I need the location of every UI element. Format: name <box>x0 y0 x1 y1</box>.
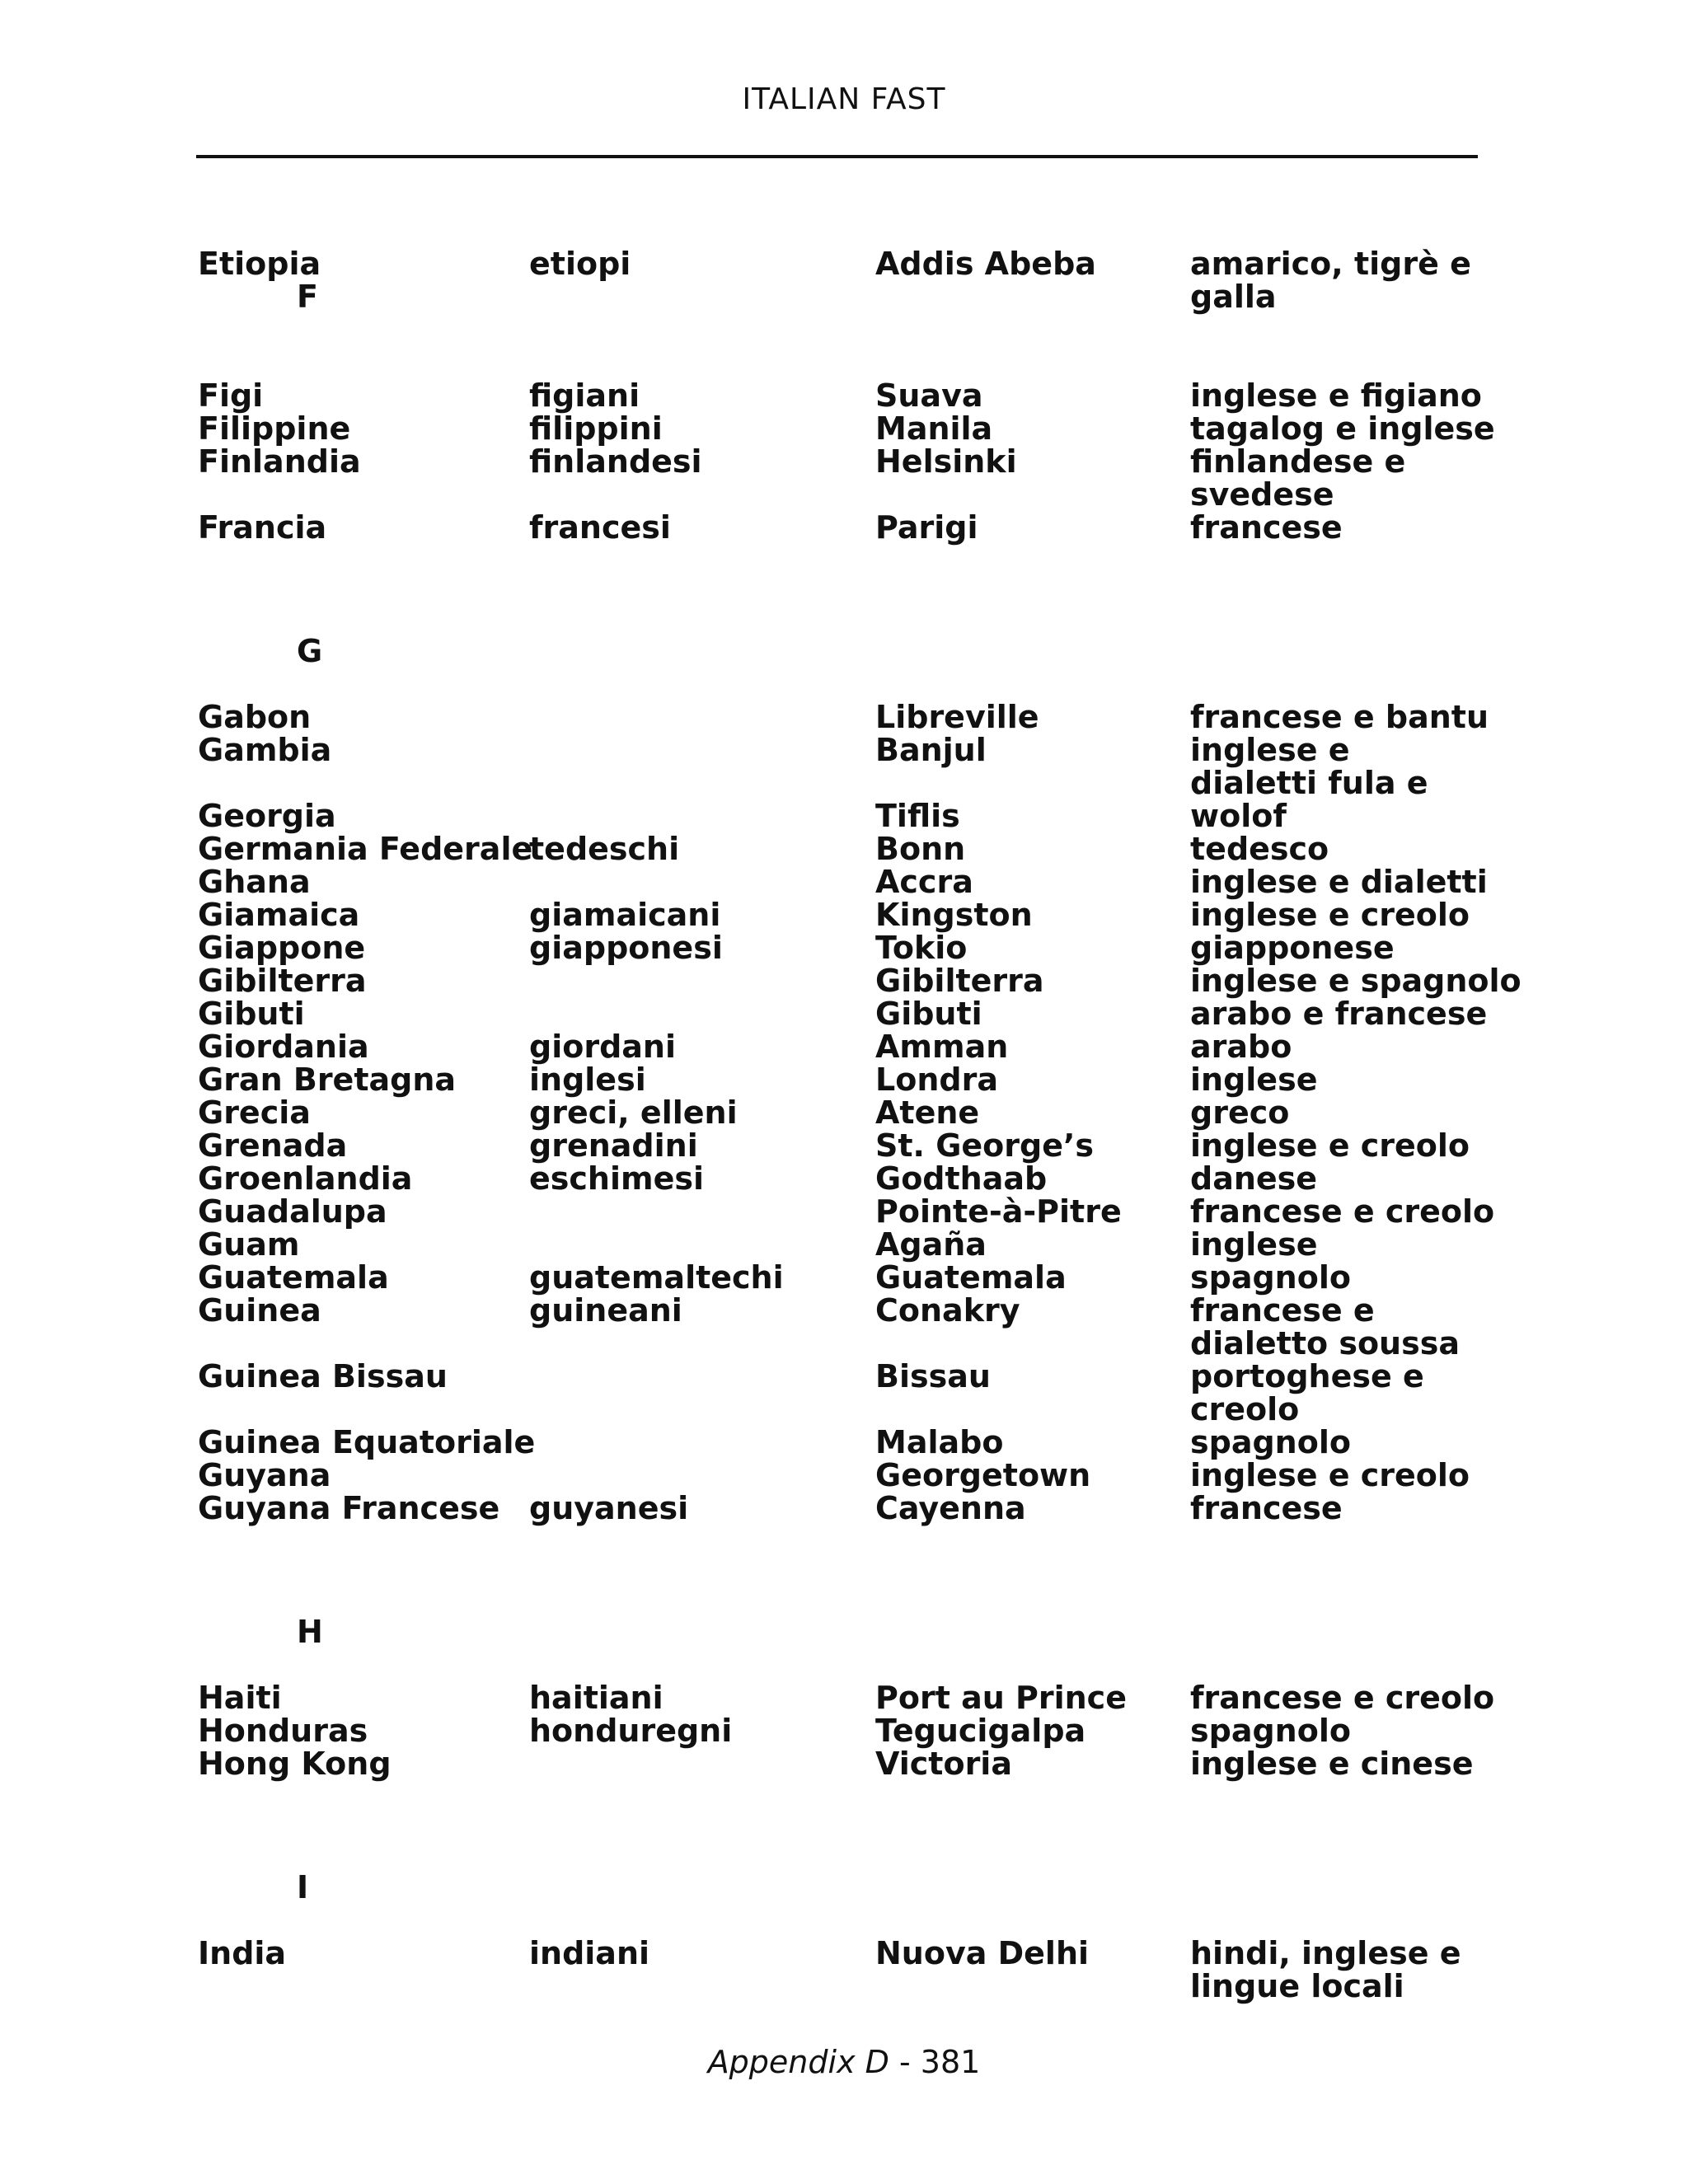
capital-name: Guatemala <box>875 1259 1067 1296</box>
country-name: Guinea Bissau <box>198 1358 448 1394</box>
capital-name: Godthaab <box>875 1160 1048 1197</box>
people-name: eschimesi <box>529 1160 705 1197</box>
people-name: guyanesi <box>529 1490 689 1526</box>
language-name: tedesco <box>1190 831 1329 867</box>
capital-name: Accra <box>875 864 973 900</box>
language-name: spagnolo <box>1190 1713 1351 1749</box>
capital-name: Tokio <box>875 930 968 966</box>
language-name: francese e creolo <box>1190 1193 1495 1230</box>
table-row <box>198 1294 1517 1360</box>
page-number: 381 <box>920 2044 981 2080</box>
country-name: Gambia <box>198 732 332 768</box>
language-name: inglese e spagnolo <box>1190 963 1522 999</box>
capital-name: Banjul <box>875 732 987 768</box>
country-name: Georgia <box>198 798 336 834</box>
capital-name: Tiflis <box>875 798 960 834</box>
country-name: Guyana Francese <box>198 1490 500 1526</box>
country-name: Honduras <box>198 1713 368 1749</box>
country-name: Ghana <box>198 864 311 900</box>
country-name: Guinea Equatoriale <box>198 1424 536 1460</box>
table-row <box>198 832 1517 865</box>
people-name: giordani <box>529 1029 676 1065</box>
language-name: spagnolo <box>1190 1259 1351 1296</box>
country-name: Guadalupa <box>198 1193 387 1230</box>
capital-name: Libreville <box>875 699 1039 735</box>
country-name: Gran Bretagna <box>198 1062 457 1098</box>
table-row <box>198 1714 1517 1747</box>
table-row <box>198 1681 1517 1714</box>
capital-name: Helsinki <box>875 443 1017 480</box>
people-name: greci, elleni <box>529 1094 738 1131</box>
language-name: arabo <box>1190 1029 1292 1065</box>
language-name: inglese e cinese <box>1190 1746 1474 1782</box>
language-name: portoghese e creolo <box>1190 1358 1424 1427</box>
table-row <box>198 1360 1517 1426</box>
section-letter: F <box>297 279 318 315</box>
country-name: Guam <box>198 1226 300 1263</box>
language-name: francese e creolo <box>1190 1680 1495 1716</box>
capital-name: Pointe-à-Pitre <box>875 1193 1122 1230</box>
language-name: francese e bantu <box>1190 699 1489 735</box>
table-row <box>198 799 1517 832</box>
table-row <box>198 865 1517 898</box>
people-name: tedeschi <box>529 831 680 867</box>
people-name: guatemaltechi <box>529 1259 784 1296</box>
table-row <box>198 379 1517 412</box>
people-name: finlandesi <box>529 443 702 480</box>
appendix-label: Appendix D <box>707 2044 889 2080</box>
footer-separator: - <box>889 2044 921 2080</box>
language-name: inglese e creolo <box>1190 1127 1470 1164</box>
capital-name: St. George’s <box>875 1127 1095 1164</box>
country-table <box>198 246 1522 2004</box>
capital-name: Gibilterra <box>875 963 1044 999</box>
table-row <box>198 701 1517 733</box>
people-name: inglesi <box>529 1062 646 1098</box>
language-name: inglese e dialetti <box>1190 864 1488 900</box>
people-name: giapponesi <box>529 930 723 966</box>
country-name: Gabon <box>198 699 312 735</box>
table-row <box>198 1459 1517 1492</box>
people-name: indiani <box>529 1935 650 1971</box>
people-name: francesi <box>529 509 671 546</box>
table-row <box>198 898 1517 931</box>
people-name: giamaicani <box>529 897 721 933</box>
capital-name: Agaña <box>875 1226 987 1263</box>
capital-name: Suava <box>875 377 983 414</box>
language-name: spagnolo <box>1190 1424 1351 1460</box>
table-row <box>198 1195 1517 1228</box>
language-name: danese <box>1190 1160 1318 1197</box>
capital-name: Tegucigalpa <box>875 1713 1086 1749</box>
country-name: Figi <box>198 377 264 414</box>
country-name: Giappone <box>198 930 366 966</box>
country-name: Etiopia <box>198 246 321 282</box>
country-name: Hong Kong <box>198 1746 392 1782</box>
language-name: greco <box>1190 1094 1290 1131</box>
table-row <box>198 1937 1517 2003</box>
country-name: Filippine <box>198 410 351 447</box>
table-row <box>198 997 1517 1030</box>
capital-name: Londra <box>875 1062 998 1098</box>
table-row <box>198 445 1517 511</box>
language-name: amarico, tigrè e galla <box>1190 246 1471 315</box>
capital-name: Victoria <box>875 1746 1012 1782</box>
language-name: inglese <box>1190 1062 1318 1098</box>
country-name: Guyana <box>198 1457 331 1493</box>
language-name: inglese <box>1190 1226 1318 1263</box>
language-name: arabo e francese <box>1190 996 1488 1032</box>
section-letter: I <box>297 1869 309 1905</box>
language-name: finlandese e svedese <box>1190 443 1406 513</box>
language-name: giapponese <box>1190 930 1395 966</box>
table-row <box>198 1747 1517 1780</box>
section-letter: H <box>297 1614 323 1650</box>
country-name: Guinea <box>198 1292 321 1329</box>
capital-name: Malabo <box>875 1424 1004 1460</box>
capital-name: Cayenna <box>875 1490 1026 1526</box>
capital-name: Parigi <box>875 509 978 546</box>
language-name: inglese e figiano <box>1190 377 1482 414</box>
language-name: francese e dialetto soussa <box>1190 1292 1460 1361</box>
page-footer <box>0 2044 1688 2080</box>
language-name: inglese e creolo <box>1190 897 1470 933</box>
country-name: Francia <box>198 509 327 546</box>
header-rule <box>196 155 1478 158</box>
table-row <box>198 1096 1517 1129</box>
table-row <box>198 511 1517 544</box>
capital-name: Gibuti <box>875 996 982 1032</box>
country-name: Groenlandia <box>198 1160 413 1197</box>
capital-name: Georgetown <box>875 1457 1091 1493</box>
table-row <box>198 963 1522 999</box>
capital-name: Nuova Delhi <box>875 1935 1090 1971</box>
language-name: francese <box>1190 1490 1343 1526</box>
country-name: Grecia <box>198 1094 311 1131</box>
language-name: francese <box>1190 509 1343 546</box>
people-name: haitiani <box>529 1680 663 1716</box>
table-row <box>198 1228 1517 1261</box>
table-row <box>198 1426 1517 1459</box>
country-name: Giordania <box>198 1029 369 1065</box>
capital-name: Bissau <box>875 1358 991 1394</box>
capital-name: Port au Prince <box>875 1680 1127 1716</box>
country-name: Germania Federale <box>198 831 533 867</box>
people-name: honduregni <box>529 1713 733 1749</box>
table-row <box>198 931 1517 964</box>
country-name: Grenada <box>198 1127 348 1164</box>
people-name: etiopi <box>529 246 631 282</box>
country-name: Gibilterra <box>198 963 367 999</box>
running-header: ITALIAN FAST <box>742 82 946 116</box>
country-name: Finlandia <box>198 443 361 480</box>
language-name: inglese e creolo <box>1190 1457 1470 1493</box>
table-row <box>198 1492 1517 1525</box>
people-name: figiani <box>529 377 640 414</box>
country-name: Gibuti <box>198 996 305 1032</box>
table-row <box>198 1129 1517 1162</box>
country-name: Haiti <box>198 1680 282 1716</box>
capital-name: Manila <box>875 410 993 447</box>
table-row <box>198 1063 1517 1096</box>
country-name: India <box>198 1935 287 1971</box>
language-name: inglese e dialetti fula e wolof <box>1190 732 1428 834</box>
capital-name: Addis Abeba <box>875 246 1096 282</box>
capital-name: Kingston <box>875 897 1033 933</box>
capital-name: Bonn <box>875 831 966 867</box>
country-name: Giamaica <box>198 897 360 933</box>
section-letter: G <box>297 633 323 669</box>
capital-name: Conakry <box>875 1292 1020 1329</box>
table-row <box>198 1030 1517 1063</box>
people-name: filippini <box>529 410 663 447</box>
people-name: grenadini <box>529 1127 698 1164</box>
table-row <box>198 1261 1517 1294</box>
table-row <box>198 1162 1517 1195</box>
capital-name: Atene <box>875 1094 980 1131</box>
language-name: hindi, inglese e lingue locali <box>1190 1935 1461 2004</box>
people-name: guineani <box>529 1292 682 1329</box>
capital-name: Amman <box>875 1029 1009 1065</box>
country-name: Guatemala <box>198 1259 389 1296</box>
table-row <box>198 412 1517 445</box>
language-name: tagalog e inglese <box>1190 410 1495 447</box>
